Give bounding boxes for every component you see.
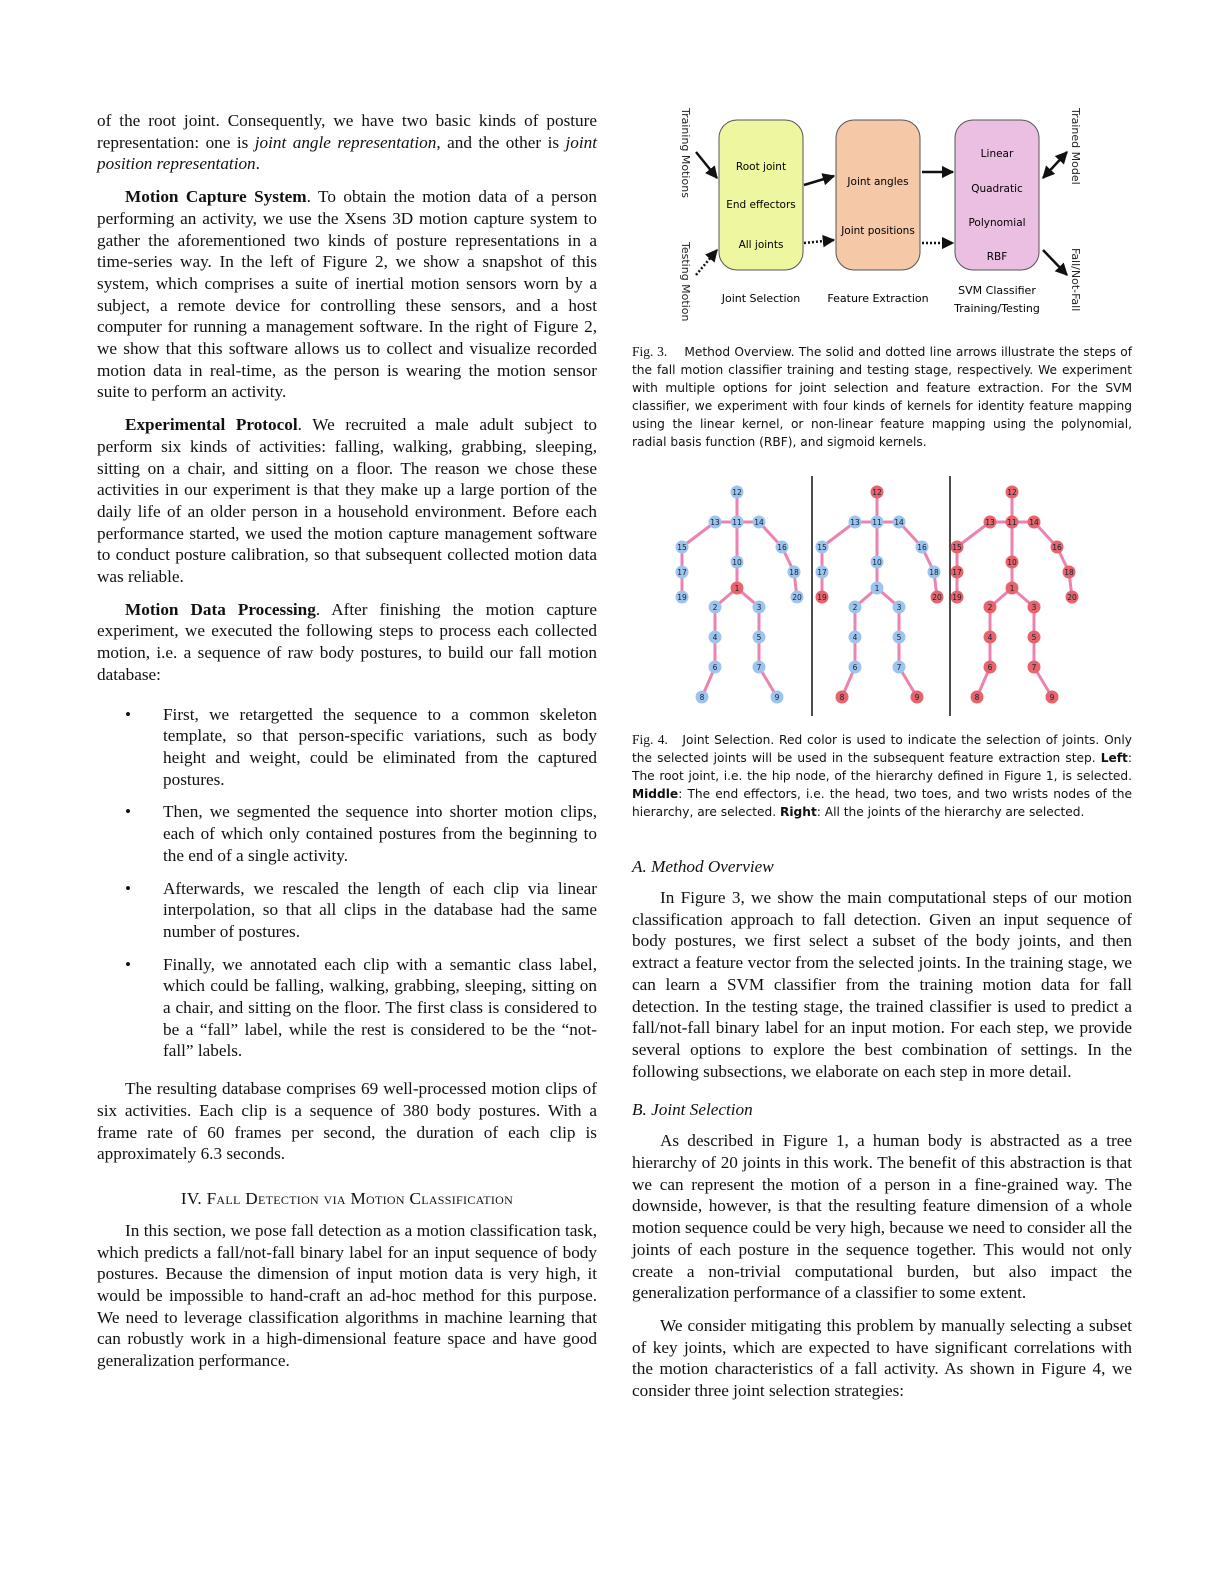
joint-label: 15 <box>952 543 962 552</box>
joint-label: 11 <box>1007 518 1017 527</box>
rbf-kernel-option: RBF <box>986 251 1008 263</box>
joint-label: 17 <box>677 568 687 577</box>
testing-arrow-1 <box>804 240 834 243</box>
joint-label: 20 <box>792 593 802 602</box>
joint-label: 9 <box>914 693 920 702</box>
joint-selection-label: Joint Selection <box>721 292 801 305</box>
processing-steps-list <box>97 704 597 1063</box>
training-input-arrow <box>696 152 717 178</box>
joint-label: 7 <box>896 663 902 672</box>
fall-notfall-label: Fall/Not-Fall <box>1069 248 1082 312</box>
left-column <box>97 110 597 1372</box>
joint-label: 10 <box>872 558 882 567</box>
joint-label: 8 <box>839 693 845 702</box>
feature-extraction-label: Feature Extraction <box>827 292 929 305</box>
joint-label: 13 <box>850 518 860 527</box>
figure-4-joint-selection <box>632 476 1132 721</box>
paragraph-experimental-protocol: Experimental Protocol. We recruited a male adult subject to perform six kinds of activities: falling, walking, grabbing, sleeping, sitting on a chair, and sitting on a floor. The reason we chose these activities in our experiment is that they make up a large portion of the daily life of an older person in a household environment. Before each performance started, we used the motion capture management software to conduct posture calibration, so that subsequent collected motion data was reliable. <box>97 415 597 587</box>
joint-label: 6 <box>852 663 858 672</box>
joint-label: 18 <box>1064 568 1074 577</box>
paragraph-section-iv: In this section, we pose fall detection as a motion classification task, which predicts a fall/not-fall binary label for an input sequence of body postures. Because the dimension of input motion data is very high, it would be impossible to hand-craft an ad-hoc method for this purpose. We need to leverage classification algorithms in machine learning that can robustly work in a high-dimensional feature space and have good generalization performance. <box>97 1220 597 1371</box>
joint-label: 11 <box>872 518 882 527</box>
joint-label: 10 <box>732 558 742 567</box>
testing-input-arrow <box>696 250 717 275</box>
joint-label: 19 <box>677 593 687 602</box>
motion-capture-heading: Motion Capture System <box>125 187 307 207</box>
training-arrow-1 <box>804 176 834 185</box>
training-motions-label: Training Motions <box>679 108 692 198</box>
joint-label: 20 <box>1067 593 1077 602</box>
joint-label: 12 <box>872 488 882 497</box>
joint-label: 16 <box>1052 543 1062 552</box>
svm-classifier-label: SVM Classifier <box>958 284 1036 297</box>
motion-data-processing-heading: Motion Data Processing <box>125 599 316 619</box>
joint-label: 6 <box>712 663 718 672</box>
joint-label: 9 <box>1049 693 1055 702</box>
linear-kernel-option: Linear <box>980 148 1014 160</box>
joint-label: 14 <box>754 518 764 527</box>
testing-motion-label: Testing Motion <box>679 242 692 322</box>
joint-label: 16 <box>917 543 927 552</box>
joint-label: 4 <box>987 633 993 642</box>
joint-label: 14 <box>894 518 904 527</box>
list-item: • Then, we segmented the sequence into shorter motion clips, each of which only contained postures from the beginning to the end of a single activity. <box>97 801 597 866</box>
skeleton-end-effectors <box>816 486 944 704</box>
list-item: • Finally, we annotated each clip with a semantic class label, which could be falling, walking, grabbing, sleeping, sitting on a chair, and sitting on the floor. The first class is considered to be a “fall” label, while the rest is considered to be the “not-fall” labels. <box>97 954 597 1063</box>
figure-3-caption: Fig. 3. Method Overview. The solid and dotted line arrows illustrate the steps of the fall motion classifier training and testing stage, respectively. We experiment with multiple options for joint selection and feature extraction. For the SVM classifier, we experiment with four kinds of kernels for identity feature mapping using the linear kernel, or non-linear feature mapping using the polynomial, radial basis function (RBF), and sigmoid kernels. <box>632 344 1132 449</box>
joint-label: 12 <box>732 488 742 497</box>
joint-label: 3 <box>1031 603 1037 612</box>
method-overview-diagram <box>632 100 1132 325</box>
joint-label: 20 <box>932 593 942 602</box>
joint-label: 5 <box>1031 633 1037 642</box>
experimental-protocol-heading: Experimental Protocol <box>125 415 298 435</box>
joint-label: 1 <box>874 584 880 593</box>
paragraph-joint-selection-1: As described in Figure 1, a human body is abstracted as a tree hierarchy of 20 joints in this work. The benefit of this abstraction is that we can represent the motion of a person in a fine-grained way. The downside, however, is that the resulting feature dimension of a whole motion sequence could be very high, because we need to consider all the joints of each posture in the sequence together. This would not only create a non-trivial computational burden, but also impact the generalization performance of a classifier to some extent. <box>632 1131 1132 1303</box>
joint-label: 11 <box>732 518 742 527</box>
joint-label: 18 <box>929 568 939 577</box>
joint-label: 17 <box>817 568 827 577</box>
joint-angles-option: Joint angles <box>847 176 909 188</box>
figure-3-method-overview <box>632 100 1132 325</box>
joint-label: 12 <box>1007 488 1017 497</box>
joint-label: 1 <box>1009 584 1015 593</box>
paragraph-joint-selection-2: We consider mitigating this problem by manually selecting a subset of key joints, which are expected to have significant correlations with the motion characteristics of a fall activity. As shown in Figure 4, we consider three joint selection strategies: <box>632 1315 1132 1401</box>
joint-label: 2 <box>712 603 718 612</box>
joint-label: 13 <box>985 518 995 527</box>
joint-label: 18 <box>789 568 799 577</box>
skeleton-all-joints <box>951 486 1079 704</box>
joint-label: 19 <box>952 593 962 602</box>
skeleton-root-joint <box>676 486 804 704</box>
joint-label: 5 <box>896 633 902 642</box>
joint-label: 7 <box>1031 663 1037 672</box>
joint-label: 8 <box>699 693 705 702</box>
subsection-heading-a: A. Method Overview <box>632 857 774 876</box>
joint-label: 1 <box>734 584 740 593</box>
paragraph-root-joint: of the root joint. Consequently, we have two basic kinds of posture representation: one is joint angle representation, and the other is joint position representation. <box>97 111 597 174</box>
all-joints-option: All joints <box>738 239 784 251</box>
joint-label: 9 <box>774 693 780 702</box>
root-joint-option: Root joint <box>735 161 787 173</box>
fall-output-arrow <box>1043 250 1067 275</box>
joint-label: 6 <box>987 663 993 672</box>
list-item: • Afterwards, we rescaled the length of each clip via linear interpolation, so that all clips in the database had the same number of postures. <box>97 878 597 943</box>
paragraph-motion-capture: Motion Capture System. To obtain the motion data of a person performing an activity, we use the Xsens 3D motion capture system to gather the aforementioned two kinds of posture representations in a time-series way. In the left of Figure 2, we show a snapshot of this system, which comprises a suite of inertial motion sensors worn by a subject, a remote device for controlling these sensors, and a host computer for running a management software. In the right of Figure 2, we show that this software allows us to collect and visualize recorded motion data in real-time, as the person is wearing the motion sensor suite to perform an activity. <box>97 187 597 402</box>
right-column <box>632 100 1132 1402</box>
joint-label: 3 <box>896 603 902 612</box>
joint-label: 17 <box>952 568 962 577</box>
trained-model-label: Trained Model <box>1069 108 1082 185</box>
joint-label: 4 <box>852 633 858 642</box>
training-testing-label: Training/Testing <box>954 302 1040 315</box>
joint-label: 3 <box>756 603 762 612</box>
joint-label: 14 <box>1029 518 1039 527</box>
joint-label: 2 <box>852 603 858 612</box>
joint-label: 4 <box>712 633 718 642</box>
paragraph-database-summary: The resulting database comprises 69 well-processed motion clips of six activities. Each clip is a sequence of 380 body postures. With a frame rate of 60 frames per second, the duration of each clip is approximately 6.3 seconds. <box>97 1079 597 1164</box>
joint-label: 5 <box>756 633 762 642</box>
quadratic-kernel-option: Quadratic <box>971 183 1023 195</box>
joint-label: 2 <box>987 603 993 612</box>
joint-label: 7 <box>756 663 762 672</box>
joint-label: 16 <box>777 543 787 552</box>
figure-4-caption: Fig. 4. Joint Selection. Red color is used to indicate the selection of joints. Only the selected joints will be used in the subsequent feature extraction step. Left: The root joint, i.e. the hip node, of the hierarchy defined in Figure 1, is selected. Middle: The end effectors, i.e. the head, two toes, and two wrists nodes of the hierarchy, are selected. Right: All the joints of the hierarchy are selected. <box>632 732 1132 819</box>
joint-label: 13 <box>710 518 720 527</box>
joint-label: 19 <box>817 593 827 602</box>
list-item: • First, we retargetted the sequence to a common skeleton template, so that person-specific variations, such as body height and weight, could be eliminated from the captured postures. <box>97 704 597 791</box>
polynomial-kernel-option: Polynomial <box>968 217 1026 229</box>
subsection-heading-b: B. Joint Selection <box>632 1100 753 1120</box>
svm-classifier-box <box>955 120 1039 270</box>
paragraph-motion-data-processing: Motion Data Processing. After finishing the motion capture experiment, we executed the following steps to process each collected motion, i.e. a sequence of raw body postures, to build our fall motion database: <box>97 599 598 684</box>
end-effectors-option: End effectors <box>726 199 796 211</box>
trained-model-arrow <box>1043 152 1067 178</box>
joint-label: 8 <box>974 693 980 702</box>
joint-positions-option: Joint positions <box>841 225 915 237</box>
skeleton-diagrams <box>632 476 1132 721</box>
joint-label: 15 <box>677 543 687 552</box>
joint-label: 15 <box>817 543 827 552</box>
feature-extraction-box <box>836 120 920 270</box>
section-heading-iv: IV. Fall Detection via Motion Classification <box>180 1188 514 1208</box>
joint-label: 10 <box>1007 558 1017 567</box>
paragraph-method-overview: In Figure 3, we show the main computational steps of our motion classification approach to fall detection. Given an input sequence of body postures, we first select a subset of the body joints, and then extract a feature vector from the selected joints. In the training stage, we can learn a SVM classifier from the training motion data for fall detection. In the testing stage, the trained classifier is used to predict a fall/not-fall binary label for an input motion. For each step, we provide several options to explore the best combination of settings. In the following subsections, we elaborate on each step in more detail. <box>632 888 1132 1081</box>
